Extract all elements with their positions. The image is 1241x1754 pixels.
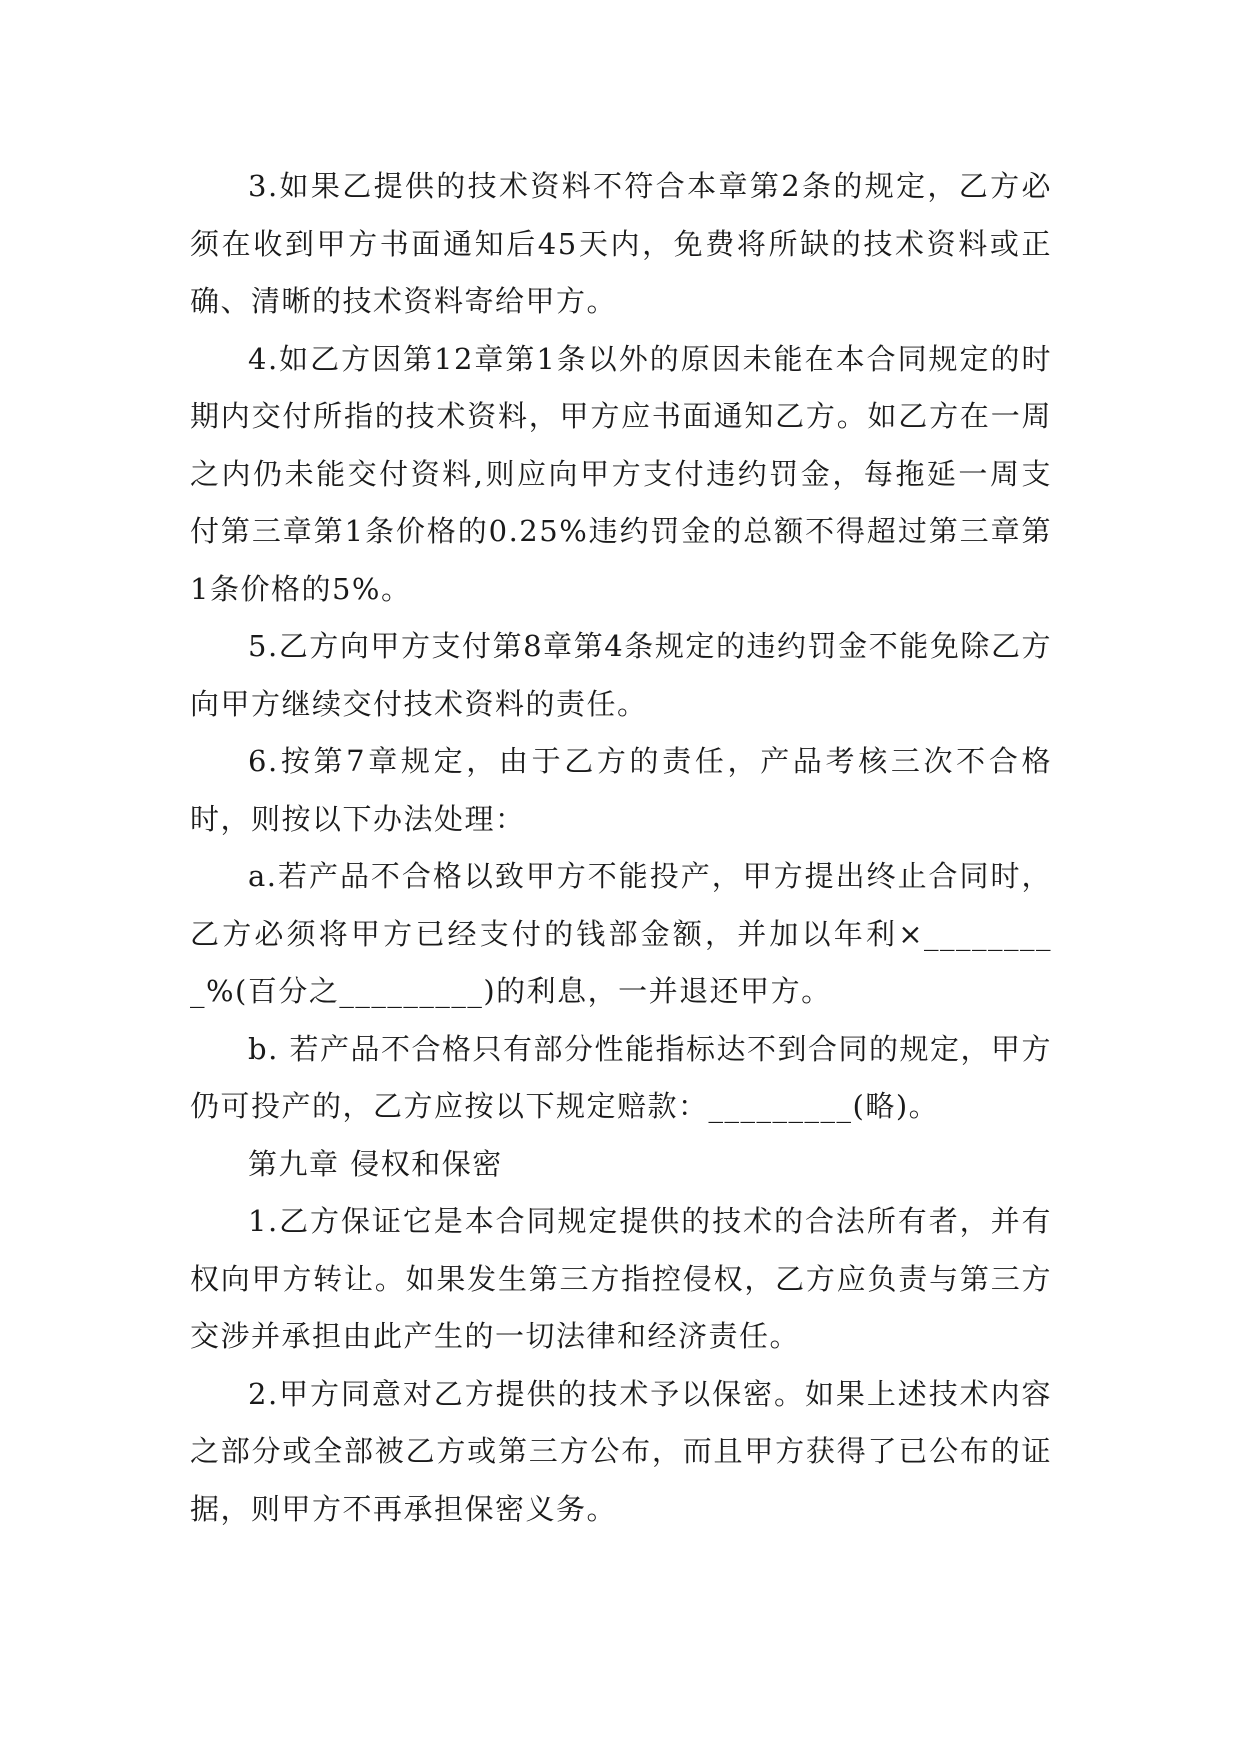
clause-paragraph: 3.如果乙提供的技术资料不符合本章第2条的规定，乙方必须在收到甲方书面通知后45天内，免费将所缺的技术资料或正确、清晰的技术资料寄给甲方。 xyxy=(190,169,1052,318)
chapter-heading: 第九章 侵权和保密 xyxy=(248,1146,503,1181)
clause-paragraph: 4.如乙方因第12章第1条以外的原因未能在本合同规定的时期内交付所指的技术资料，甲方应书面通知乙方。如乙方在一周之内仍未能交付资料,则应向甲方支付违约罚金，每拖延一周支付第三章第1条价格的0.25%违约罚金的总额不得超过第三章第1条价格的5%。 xyxy=(190,341,1052,606)
clause-paragraph: a.若产品不合格以致甲方不能投产，甲方提出终止合同时，乙方必须将甲方已经支付的钱部金额，并加以年利×_________%(百分之_________)的利息，一并退还甲方。 xyxy=(190,859,1052,1008)
clause-paragraph: 5.乙方向甲方支付第8章第4条规定的违约罚金不能免除乙方向甲方继续交付技术资料的责任。 xyxy=(190,629,1052,721)
clause-paragraph: 1.乙方保证它是本合同规定提供的技术的合法所有者，并有权向甲方转让。如果发生第三方指控侵权，乙方应负责与第三方交涉并承担由此产生的一切法律和经济责任。 xyxy=(190,1204,1052,1353)
clause-paragraph: 2.甲方同意对乙方提供的技术予以保密。如果上述技术内容之部分或全部被乙方或第三方公布，而且甲方获得了已公布的证据，则甲方不再承担保密义务。 xyxy=(190,1376,1052,1526)
document-body xyxy=(190,158,1052,1538)
clause-paragraph: 6.按第7章规定，由于乙方的责任，产品考核三次不合格时，则按以下办法处理： xyxy=(190,744,1052,836)
clause-paragraph: b. 若产品不合格只有部分性能指标达不到合同的规定，甲方仍可投产的，乙方应按以下规定赔款：_________(略)。 xyxy=(190,1031,1053,1123)
